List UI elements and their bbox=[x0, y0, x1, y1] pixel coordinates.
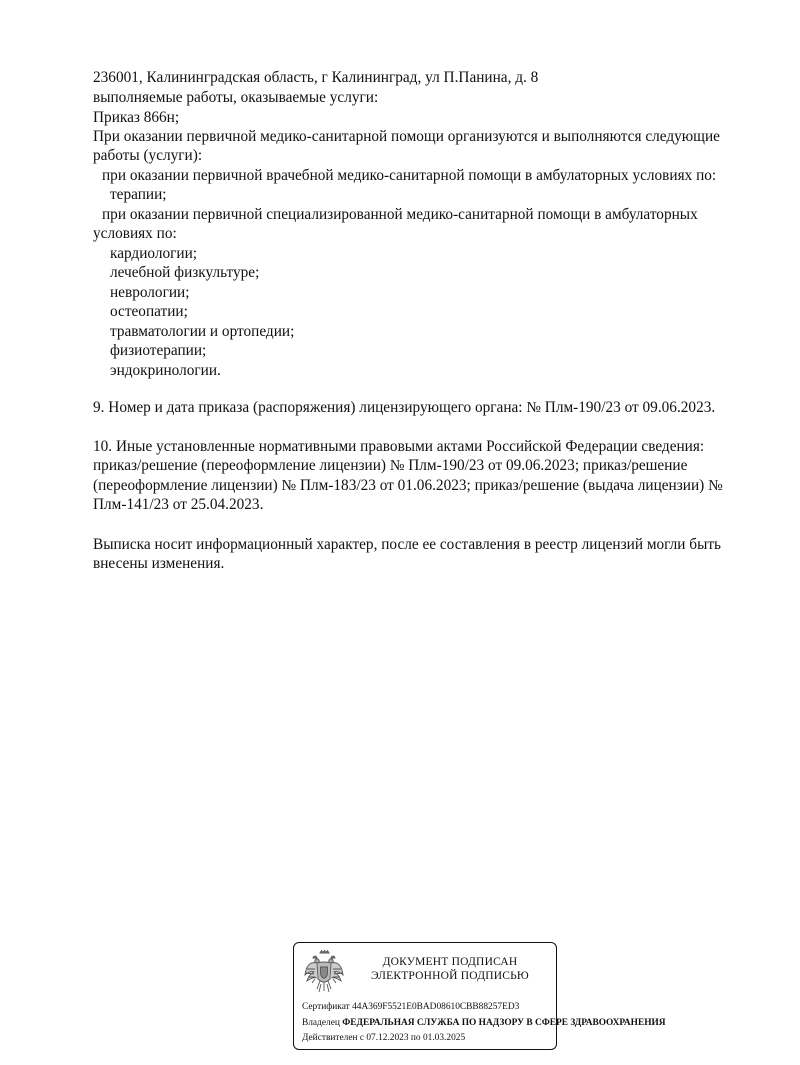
list-item: неврологии; bbox=[110, 284, 190, 301]
disclaimer-line-2: внесены изменения. bbox=[93, 555, 225, 572]
list-item: эндокринологии. bbox=[110, 362, 221, 379]
works-intro-line-1: При оказании первичной медико-санитарной помощи организуются и выполняются следующие bbox=[93, 128, 720, 145]
disclaimer-line-1: Выписка носит информационный характер, после ее составления в реестр лицензий могли быть bbox=[93, 536, 722, 553]
certificate-row bbox=[302, 1001, 519, 1013]
primary-care-heading: при оказании первичной врачебной медико-санитарной помощи в амбулаторных условиях по: bbox=[102, 167, 717, 184]
certificate-value: 44A369F5521E0BAD08610CBB88257ED3 bbox=[352, 1002, 520, 1012]
specialized-care-heading-1: при оказании первичной специализированной медико-санитарной помощи в амбулаторных bbox=[102, 206, 698, 223]
works-heading: выполняемые работы, оказываемые услуги: bbox=[93, 89, 379, 106]
specialized-care-heading-2: условиях по: bbox=[93, 225, 177, 242]
coat-of-arms-icon bbox=[303, 949, 345, 995]
section-10-line-2: приказ/решение (переоформление лицензии) № Плм-190/23 от 09.06.2023; приказ/решение bbox=[93, 457, 688, 474]
validity-value: с 07.12.2023 по 01.03.2025 bbox=[359, 1033, 466, 1043]
owner-value: ФЕДЕРАЛЬНАЯ СЛУЖБА ПО НАДЗОРУ В СФЕРЕ ЗДРАВООХРАНЕНИЯ bbox=[342, 1018, 666, 1028]
owner-label: Владелец bbox=[302, 1018, 340, 1028]
validity-row bbox=[302, 1032, 465, 1044]
list-item: терапии; bbox=[110, 186, 167, 203]
list-item: травматологии и ортопедии; bbox=[110, 323, 295, 340]
section-10-line-3: (переоформление лицензии) № Плм-183/23 от 01.06.2023; приказ/решение (выдача лицензии) № bbox=[93, 477, 723, 494]
list-item: кардиологии; bbox=[110, 245, 198, 262]
order-line: Приказ 866н; bbox=[93, 109, 180, 126]
list-item: физиотерапии; bbox=[110, 342, 207, 359]
section-10-line-1: 10. Иные установленные нормативными правовыми актами Российской Федерации сведения: bbox=[93, 438, 705, 455]
stamp-title-line-1: ДОКУМЕНТ ПОДПИСАН bbox=[382, 956, 518, 968]
validity-label: Действителен bbox=[302, 1033, 358, 1043]
section-10-line-4: Плм-141/23 от 25.04.2023. bbox=[93, 496, 264, 513]
address-line: 236001, Калининградская область, г Калининград, ул П.Панина, д. 8 bbox=[93, 69, 539, 86]
stamp-title-line-2: ЭЛЕКТРОННОЙ ПОДПИСЬЮ bbox=[371, 970, 529, 982]
works-intro-line-2: работы (услуги): bbox=[93, 147, 203, 164]
owner-row bbox=[302, 1017, 666, 1029]
list-item: лечебной физкультуре; bbox=[110, 264, 260, 281]
electronic-signature-stamp bbox=[293, 942, 666, 1050]
list-item: остеопатии; bbox=[110, 303, 188, 320]
section-9: 9. Номер и дата приказа (распоряжения) лицензирующего органа: № Плм-190/23 от 09.06.2023. bbox=[93, 399, 716, 416]
certificate-label: Сертификат bbox=[302, 1002, 350, 1012]
